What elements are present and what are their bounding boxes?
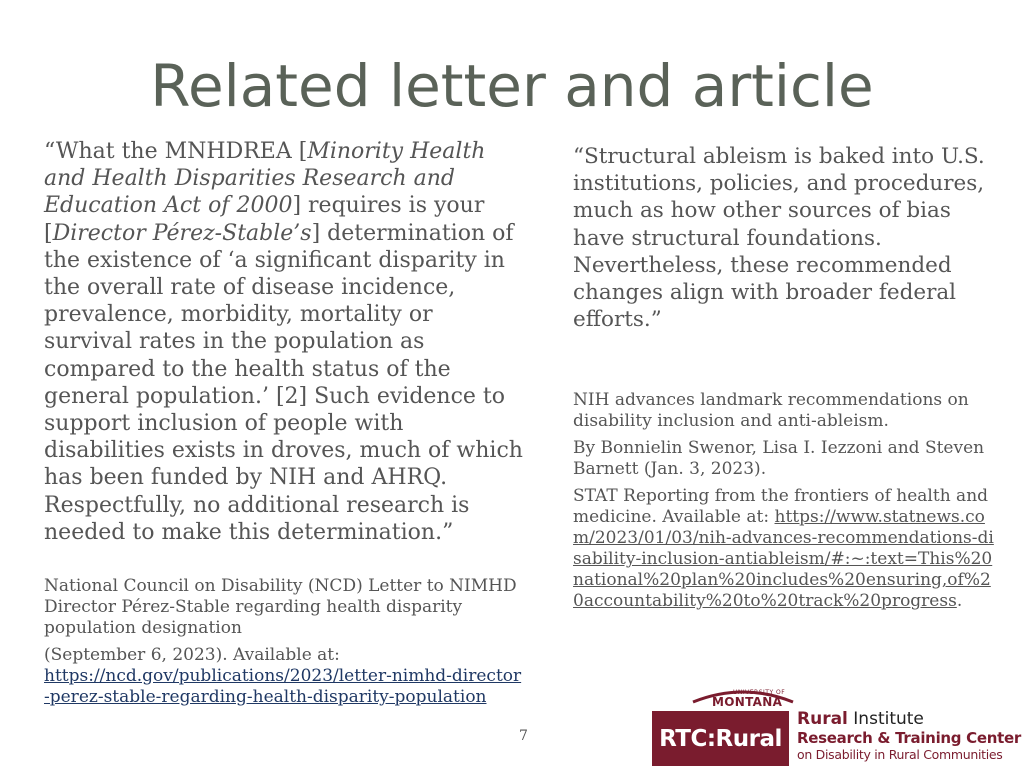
stat-quote: “Structural ableism is baked into U.S. institutions, policies, and procedures, much as how other sources of bias have structural foundations. Nevertheless, these recommended changes align with broader federal efforts.” <box>573 144 985 333</box>
article-authors: By Bonnielin Swenor, Lisa I. Iezzoni and Steven Barnett (Jan. 3, 2023). <box>573 438 985 480</box>
stat-citation-block <box>573 390 998 612</box>
ncd-citation-block <box>44 576 524 708</box>
ri-line-1 <box>797 709 1024 729</box>
ri-line-3: on Disability in Rural Communities <box>797 747 1003 762</box>
university-small-label: UNIVERSITY OF <box>733 689 786 696</box>
ri-line-2: Research & Training Center <box>797 729 1021 747</box>
article-source <box>573 486 998 612</box>
date-line: (September 6, 2023). Available at: <box>44 645 340 666</box>
source-text: STAT Reporting from the frontiers of health and medicine. Available at: <box>573 486 989 528</box>
quote-italic-act: Minority Health and Health Disparities Research and Education Act of 2000 <box>44 139 486 219</box>
ncd-citation: National Council on Disability (NCD) Letter to NIMHD Director Pérez-Stable regarding health disparity population designation <box>44 576 517 639</box>
quote-text: “What the MNHDREA [ <box>44 139 308 164</box>
stat-link[interactable]: https://www.statnews.com/2023/01/03/nih-advances-recommendations-disability-inclusion-antiableism/#:~:text=This%20national%20plan%20includes%20ensuring,of%20accountability%20to%20track%20progress <box>573 507 994 612</box>
ncd-quote <box>44 138 524 546</box>
right-column <box>573 143 998 612</box>
rtc-rural-logo: RTC:Rural <box>652 711 789 766</box>
left-column <box>44 138 524 708</box>
ri-rural: Rural <box>797 709 848 729</box>
page-number: 7 <box>519 728 528 744</box>
slide-title: Related letter and article <box>150 52 874 120</box>
ncd-link[interactable]: https://ncd.gov/publications/2023/letter-nimhd-director-perez-stable-regarding-health-disparity-population <box>44 666 522 708</box>
ncd-citation-date <box>44 645 524 708</box>
link-period: . <box>956 591 963 612</box>
quote-italic-director: Director Pérez-Stable’s <box>52 220 312 246</box>
ri-institute: Institute <box>847 709 924 729</box>
quote-text: ] requires is your [ <box>44 193 485 246</box>
article-title: NIH advances landmark recommendations on disability inclusion and anti-ableism. <box>573 390 969 432</box>
university-name: MONTANA <box>712 695 783 709</box>
rural-institute-logo-text <box>797 709 1024 762</box>
quote-text: ] determination of the existence of ‘a significant disparity in the overall rate of disease incidence, prevalence, morbidity, mortality or survival rates in the population as compared to the health status of the general population.’ [2] Such evidence to support inclusion of people with disabilities exists in droves, much of which has been funded by NIH and AHRQ. Respectfully, no additional research is needed to make this determination.” <box>44 220 523 545</box>
